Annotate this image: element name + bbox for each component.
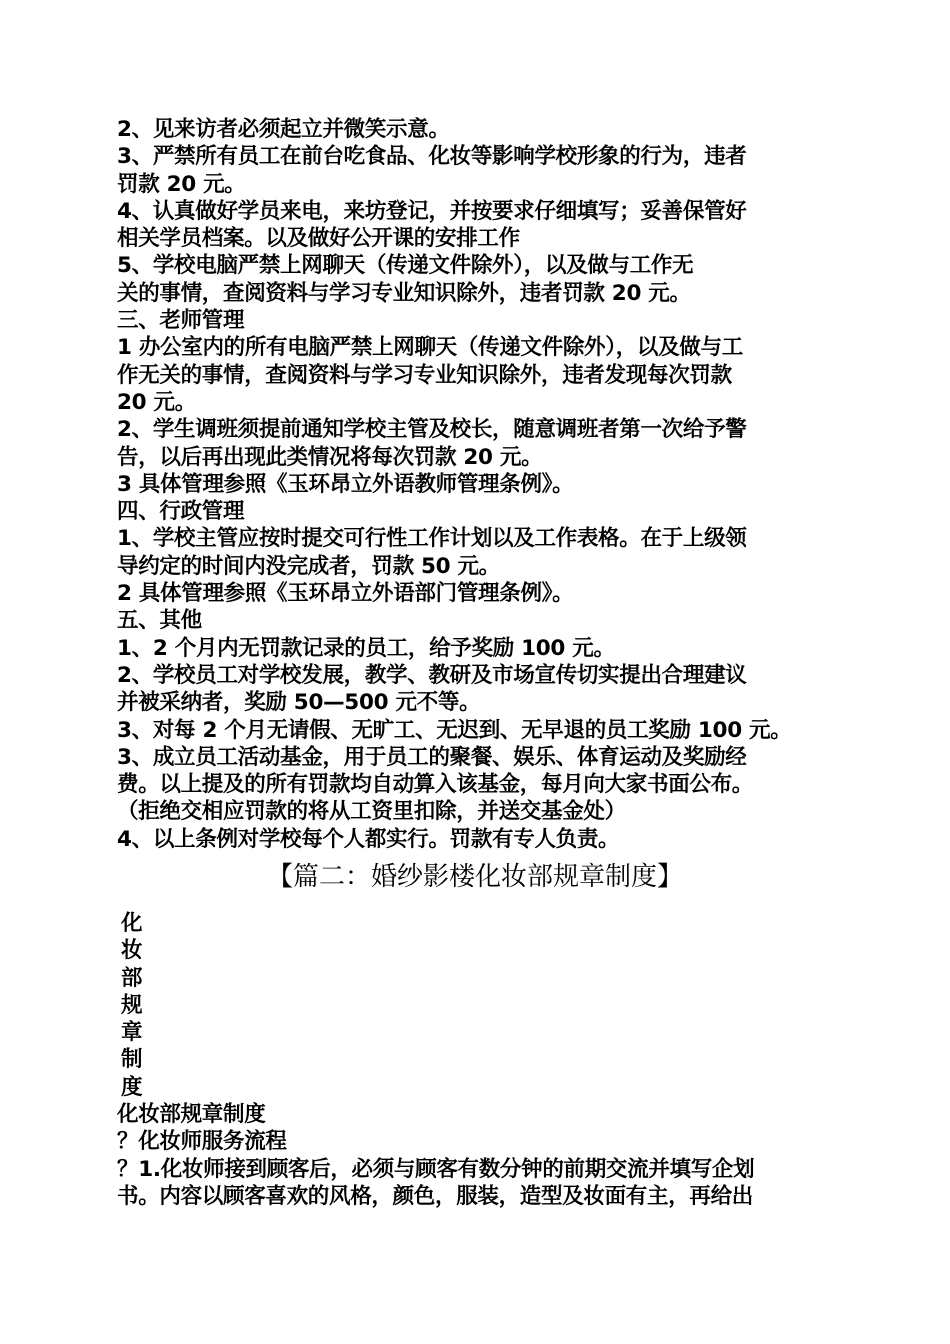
vertical-title-char: 章 (121, 1020, 143, 1046)
section-heading-teacher: 三、老师管理 (117, 308, 245, 334)
text-line: 1、2 个月内无罚款记录的员工，给予奖励 100 元。 (117, 635, 615, 661)
text-line: 1 办公室内的所有电脑严禁上网聊天（传递文件除外），以及做与工 (117, 335, 743, 361)
subtitle: 化妆部规章制度 (117, 1102, 266, 1128)
vertical-title-char: 制 (121, 1047, 143, 1073)
text-line: 2、学生调班须提前通知学校主管及校长，随意调班者第一次给予警 (117, 417, 747, 443)
text-line: 4、认真做好学员来电，来坊登记，并按要求仔细填写；妥善保管好 (117, 198, 747, 224)
text-line: 书。内容以顾客喜欢的风格，颜色，服装，造型及妆面有主，再给出 (117, 1183, 754, 1209)
text-line: （拒绝交相应罚款的将从工资里扣除，并送交基金处） (117, 799, 626, 825)
text-line: 3、成立员工活动基金，用于员工的聚餐、娱乐、体育运动及奖励经 (117, 744, 747, 770)
chapter-heading: 【篇二：婚纱影楼化妆部规章制度】 (266, 862, 683, 892)
text-line: 2 具体管理参照《玉环昂立外语部门管理条例》。 (117, 581, 574, 607)
vertical-title-char: 规 (121, 992, 143, 1018)
vertical-title-char: 度 (121, 1074, 143, 1100)
text-line: 相关学员档案。以及做好公开课的安排工作 (117, 226, 520, 252)
text-line: 5、学校电脑严禁上网聊天（传递文件除外），以及做与工作无 (117, 253, 694, 279)
text-line: 费。以上提及的所有罚款均自动算入该基金，每月向大家书面公布。 (117, 772, 754, 798)
text-line: 罚款 20 元。 (117, 171, 246, 197)
section-heading-other: 五、其他 (117, 608, 202, 634)
section-heading-admin: 四、行政管理 (117, 499, 245, 525)
text-line: 并被采纳者，奖励 50—500 元不等。 (117, 690, 481, 716)
text-line: 2、学校员工对学校发展，教学、教研及市场宣传切实提出合理建议 (117, 662, 747, 688)
text-line: 3、对每 2 个月无请假、无旷工、无迟到、无早退的员工奖励 100 元。 (117, 717, 792, 743)
text-line: 3 具体管理参照《玉环昂立外语教师管理条例》。 (117, 471, 574, 497)
rules-section-2 (117, 910, 845, 1210)
vertical-title-char: 部 (121, 965, 143, 991)
vertical-title-char: 妆 (121, 938, 143, 964)
text-line: 20 元。 (117, 389, 196, 415)
text-line: 作无关的事情，查阅资料与学习专业知识除外，违者发现每次罚款 (117, 362, 732, 388)
text-line: 告，以后再出现此类情况将每次罚款 20 元。 (117, 444, 543, 470)
text-line: 关的事情，查阅资料与学习专业知识除外，违者罚款 20 元。 (117, 280, 691, 306)
rules-section-1 (117, 116, 845, 853)
text-line: 2、见来访者必须起立并微笑示意。 (117, 117, 450, 142)
text-line: ？化妆师服务流程 (117, 1129, 287, 1155)
text-line: 1、学校主管应按时提交可行性工作计划以及工作表格。在于上级领 (117, 526, 747, 552)
text-line: ？1.化妆师接到顾客后，必须与顾客有数分钟的前期交流并填写企划 (117, 1156, 755, 1182)
text-line: 3、严禁所有员工在前台吃食品、化妆等影响学校形象的行为，违者 (117, 144, 747, 170)
text-line: 导约定的时间内没完成者，罚款 50 元。 (117, 553, 500, 579)
text-line: 4、以上条例对学校每个人都实行。罚款有专人负责。 (117, 826, 620, 852)
vertical-title-char: 化 (121, 911, 143, 936)
